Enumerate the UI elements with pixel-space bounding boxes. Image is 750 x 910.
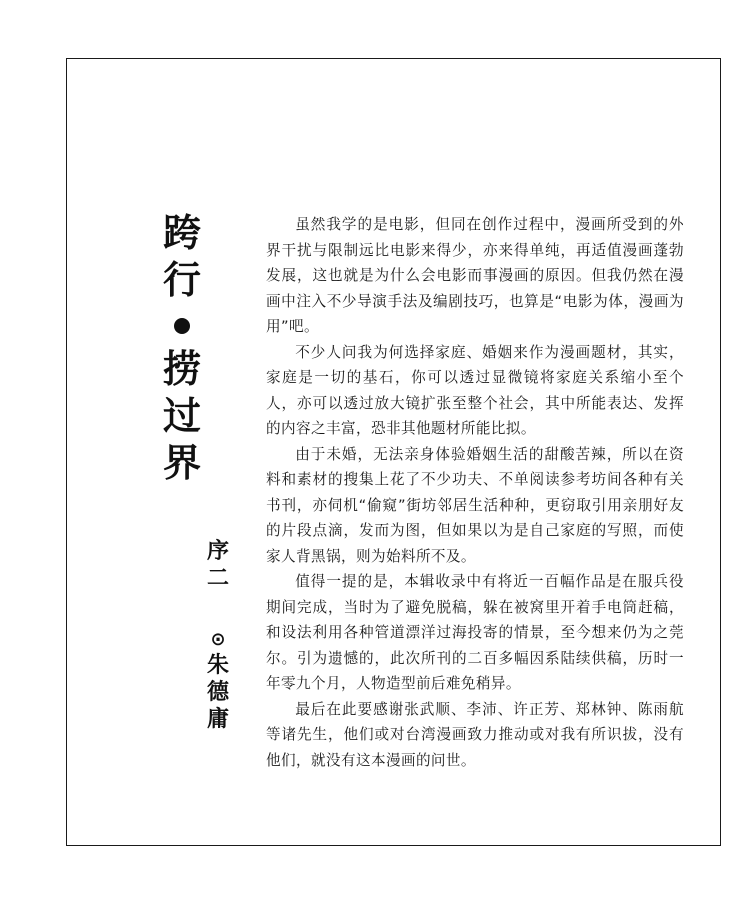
author-mark-icon: ⊙ bbox=[210, 629, 226, 650]
author-name-char: 朱 bbox=[206, 653, 229, 678]
preface-label-char: 序 bbox=[206, 539, 229, 564]
body-paragraph: 由于未婚，无法亲身体验婚姻生活的甜酸苦辣，所以在资料和素材的搜集上花了不少功夫、不单阅读参考坊间各种有关书刊，亦伺机“偷窥”街坊邻居生活种种，更窃取引用亲朋好友的片段点滴，发而为图，但如果以为是自己家庭的写照，而使家人背黑锅，则为始料所不及。 bbox=[266, 445, 684, 565]
preface-body bbox=[266, 212, 684, 773]
body-paragraph: 虽然我学的是电影，但同在创作过程中，漫画所受到的外界干扰与限制远比电影来得少，亦来得单纯，再适值漫画蓬勃发展，这也就是为什么会电影而事漫画的原因。但我仍然在漫画中注入不少导演手法及编剧技巧，也算是“电影为体，漫画为用”吧。 bbox=[266, 216, 684, 335]
title-separator-dot-icon bbox=[174, 318, 190, 334]
author-name-char: 庸 bbox=[206, 707, 229, 732]
preface-label-char: 二 bbox=[206, 566, 229, 591]
title-char: 过 bbox=[162, 394, 201, 438]
body-paragraph: 值得一提的是，本辑收录中有将近一百幅作品是在服兵役期间完成，当时为了避免脱稿，躲在被窝里开着手电筒赶稿，和设法利用各种管道漂洋过海投寄的情景，至今想来仍为之莞尔。引为遗憾的，此次所刊的二百多幅因系陆续供稿，历时一年零九个月，人物造型前后难免稍异。 bbox=[266, 573, 684, 692]
body-paragraph: 最后在此要感谢张武顺、李沛、许正芳、郑林钟、陈雨航等诸先生，他们或对台湾漫画致力推动或对我有所识拔，没有他们，就没有这本漫画的问世。 bbox=[266, 700, 684, 769]
body-paragraph: 不少人问我为何选择家庭、婚姻来作为漫画题材，其实，家庭是一切的基石，你可以透过显微镜将家庭关系缩小至个人，亦可以透过放大镜扩张至整个社会，其中所能表达、发挥的内容之丰富，恐非其他题材所能比拟。 bbox=[266, 343, 684, 437]
title-char: 行 bbox=[162, 258, 201, 302]
vertical-subtitle bbox=[203, 538, 233, 733]
author-name-char: 德 bbox=[206, 680, 229, 705]
title-char: 跨 bbox=[162, 211, 201, 255]
title-char: 界 bbox=[162, 441, 201, 485]
title-char: 捞 bbox=[162, 347, 201, 391]
vertical-title bbox=[160, 210, 204, 487]
